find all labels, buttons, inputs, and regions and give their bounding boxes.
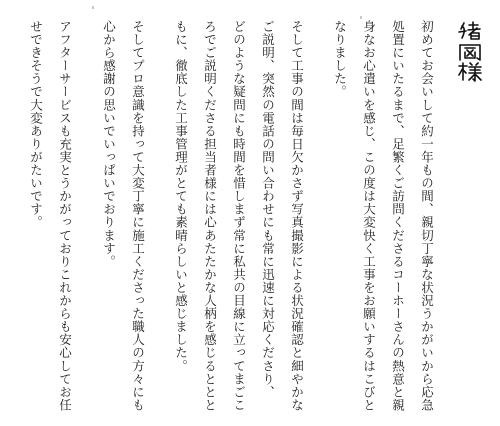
body-line: もに、徹底した工事管理がとても素晴らしいと感じました。 — [173, 20, 189, 373]
body-line: 心から感謝の思いでいっぱいでおります。 — [101, 20, 117, 268]
body-line: 身なお心遣いを感じ、この度は大変快く工事をお願いするはこびと — [361, 20, 377, 412]
body-line: どのような疑問にも時間を惜しまず常に私共の目線に立ってまごこ — [231, 20, 247, 412]
body-line: 初めてお会いして約一年もの間、親切丁寧な状況うかがいから応急 — [419, 20, 435, 412]
body-line: そして工事の間は毎日欠かさず写真撮影による状況確認と細やかな — [289, 20, 305, 412]
body-line: なりました。 — [332, 20, 348, 99]
body-line: アフターサービスも充実とうかがっておりこれからも安心してお任 — [57, 20, 73, 412]
body-line: そしてプロ意識を持って大変丁寧に施工くださった職人の方々にも — [130, 20, 146, 412]
body-line: せできそうで大変ありがたいです。 — [28, 20, 44, 229]
body-line: ろでご説明くださる担当者様には心あたたかな人柄を感じるととと — [202, 20, 218, 412]
body-line: 処置にいたるまで、足繁くご訪問くださるコーホーさんの熱意と親 — [390, 20, 406, 412]
body-line: ご説明、突然の電話の問い合わせにも常に迅速に対応くださり、 — [260, 20, 276, 399]
